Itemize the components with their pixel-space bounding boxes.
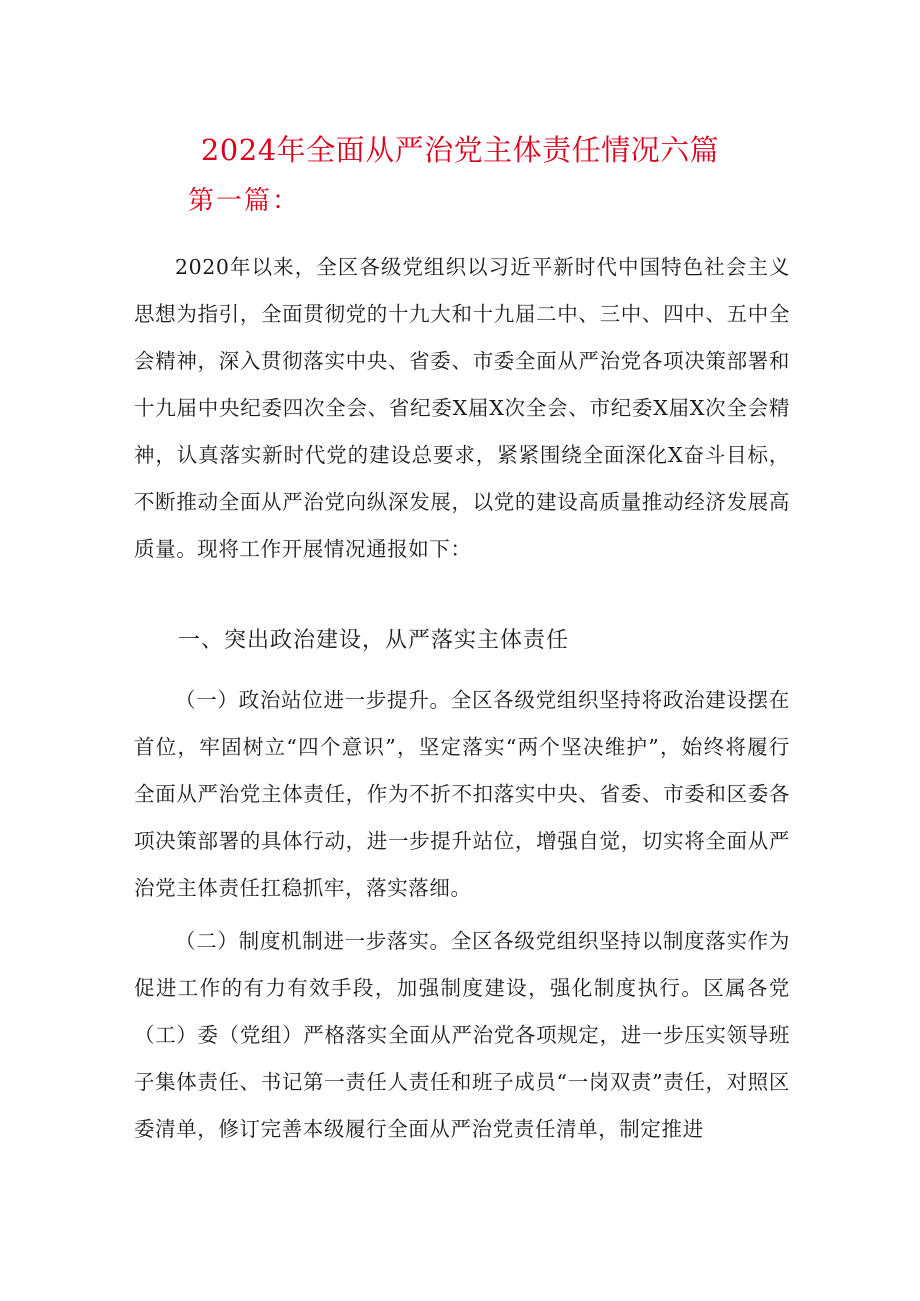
paragraph-one-1: （一）政治站位进一步提升。全区各级党组织坚持将政治建设摆在首位，牢固树立“四个意识”，坚定落实“两个坚决维护”，始终将履行全面从严治党主体责任，作为不折不扣落实中央、省委、市委和区委各项决策部署的具体行动，进一步提升站位，增强自觉，切实将全面从严治党主体责任扛稳抓牢，落实落细。	[134, 688, 790, 900]
intro-paragraph: 2020年以来，全区各级党组织以习近平新时代中国特色社会主义思想为指引，全面贯彻党的十九大和十九届二中、三中、四中、五中全会精神，深入贯彻落实中央、省委、市委全面从严治党各项决策部署和十九届中央纪委四次全会、省纪委X届X次全会、市纪委X届X次全会精神，认真落实新时代党的建设总要求，紧紧围绕全面深化X奋斗目标，不断推动全面从严治党向纵深发展，以党的建设高质量推动经济发展高质量。现将工作开展情况通报如下：	[134, 255, 790, 561]
paragraph-one-2: （二）制度机制进一步落实。全区各级党组织坚持以制度落实作为促进工作的有力有效手段，加强制度建设，强化制度执行。区属各党（工）委（党组）严格落实全面从严治党各项规定，进一步压实领导班子集体责任、书记第一责任人责任和班子成员“一岗双责”责任，对照区委清单，修订完善本级履行全面从严治党责任清单，制定推进	[134, 929, 790, 1141]
document-title: 2024年全面从严治党主体责任情况六篇	[200, 133, 720, 167]
section-heading: 第一篇：	[188, 186, 301, 216]
heading-one: 一、突出政治建设，从严落实主体责任	[178, 628, 570, 653]
